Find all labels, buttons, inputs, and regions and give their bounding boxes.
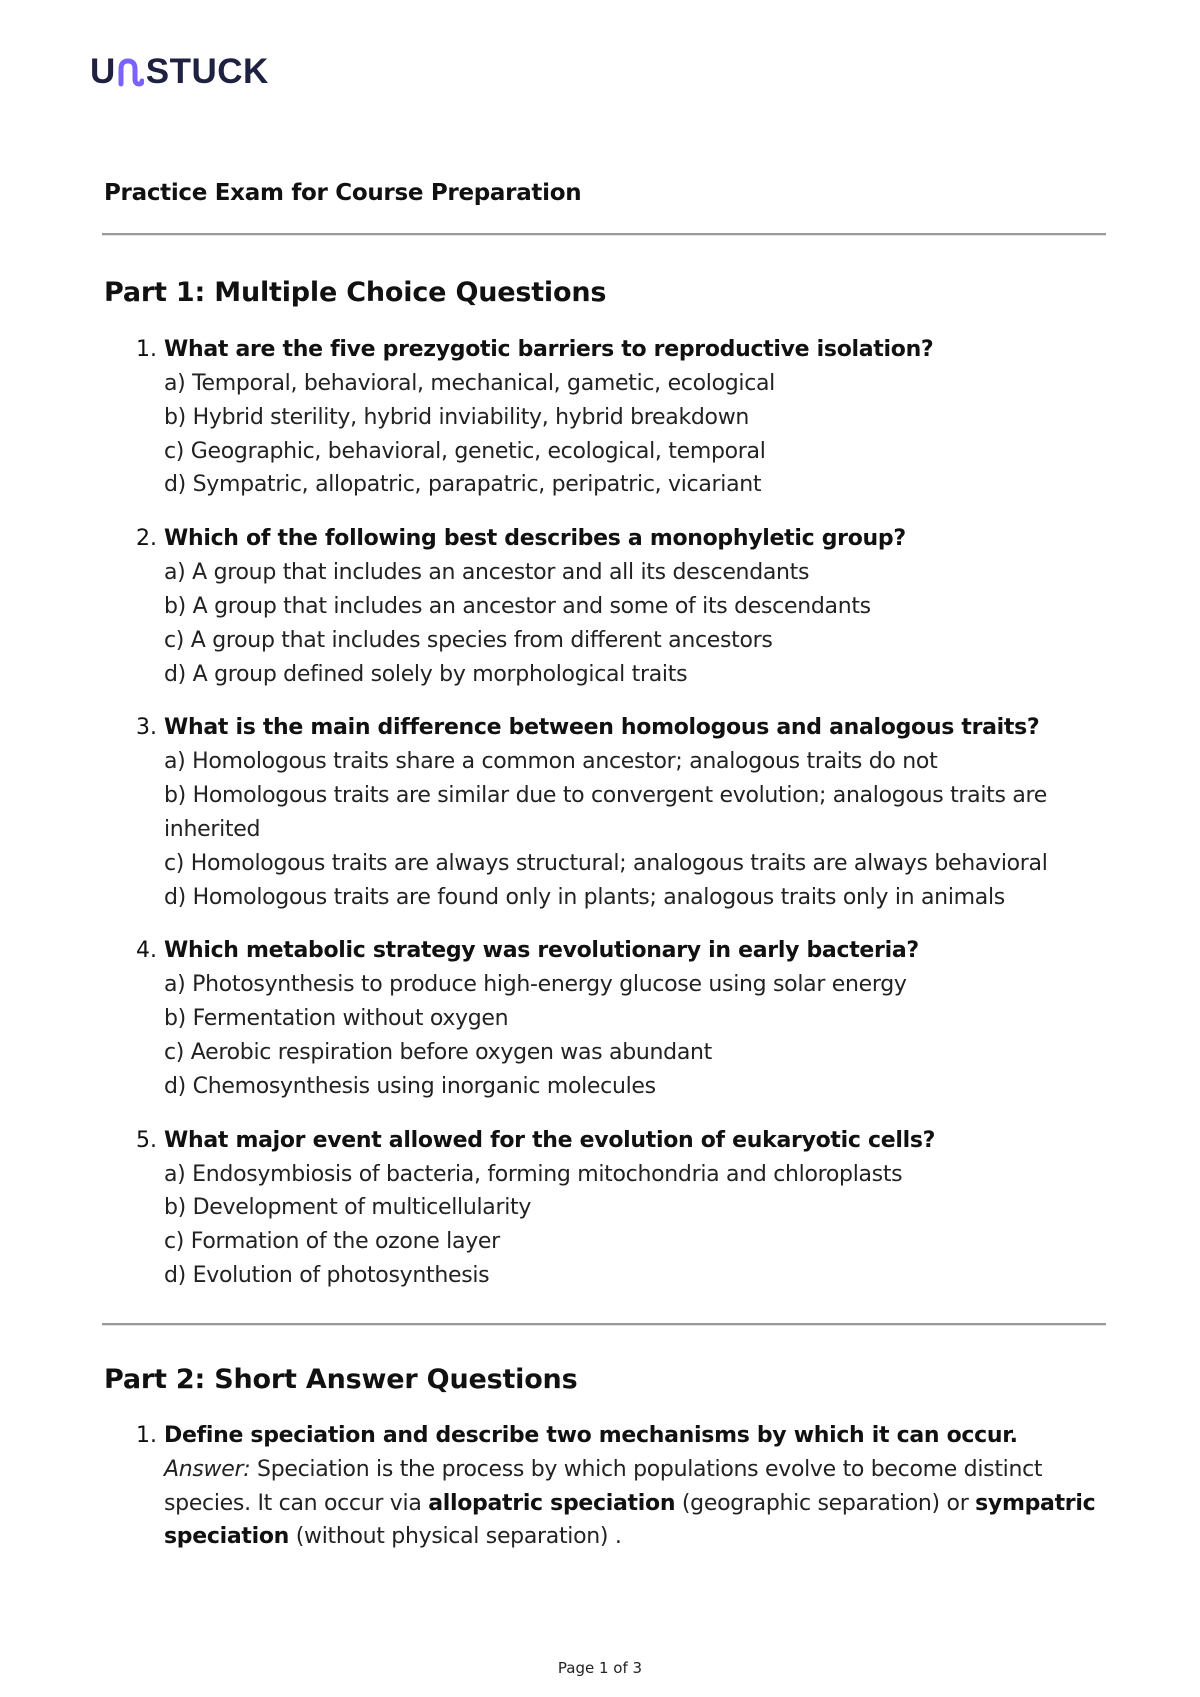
- question-number: 1.: [136, 337, 157, 362]
- answer-option: a) Photosynthesis to produce high-energy glucose using solar energy: [164, 972, 907, 998]
- answer-label: Answer:: [164, 1457, 251, 1482]
- question-text: What major event allowed for the evolution of eukaryotic cells?: [164, 1127, 936, 1153]
- part2-heading: Part 2: Short Answer Questions: [104, 1364, 578, 1395]
- document-title: Practice Exam for Course Preparation: [104, 180, 582, 206]
- question-number: 4.: [136, 938, 157, 964]
- logo-suffix: STUCK: [145, 52, 269, 91]
- question-number: 5.: [136, 1127, 157, 1153]
- answer-option: a) Temporal, behavioral, mechanical, gametic, ecological: [164, 371, 775, 396]
- short-answer-question: [104, 1419, 1104, 1554]
- answer-option: b) Homologous traits are similar due to convergent evolution; analogous traits are inherited: [164, 783, 1048, 842]
- answer-option: c) Formation of the ozone layer: [164, 1229, 500, 1255]
- logo-mark-icon: [118, 57, 144, 87]
- answer-option: c) A group that includes species from different ancestors: [164, 627, 773, 653]
- answer-option: c) Geographic, behavioral, genetic, ecological, temporal: [164, 438, 766, 464]
- mc-question: [104, 711, 1104, 914]
- question-number: 3.: [136, 715, 157, 741]
- answer-text: Answer: Speciation is the process by which populations evolve to become distinct species. It can occur via allopatric speciation (geographic separation) or sympatric speciation (without physical separation) .: [164, 1457, 1096, 1549]
- divider: [102, 1323, 1106, 1326]
- answer-option: a) Endosymbiosis of bacteria, forming mitochondria and chloroplasts: [164, 1161, 903, 1187]
- answer-option: b) A group that includes an ancestor and some of its descendants: [164, 593, 871, 619]
- mc-question: [104, 333, 1104, 502]
- divider: [102, 233, 1106, 236]
- term-sympatric: sympatric speciation: [164, 1490, 1096, 1549]
- mc-question: [104, 1124, 1104, 1293]
- mc-question: [104, 522, 1104, 691]
- part1-heading: Part 1: Multiple Choice Questions: [104, 277, 607, 308]
- answer-option: c) Aerobic respiration before oxygen was abundant: [164, 1039, 712, 1065]
- answer-option: b) Hybrid sterility, hybrid inviability, hybrid breakdown: [164, 404, 750, 430]
- question-text: Which of the following best describes a monophyletic group?: [164, 526, 906, 552]
- multiple-choice-list: [104, 333, 1104, 1313]
- answer-option: a) A group that includes an ancestor and all its descendants: [164, 560, 810, 586]
- question-text: What are the five prezygotic barriers to reproductive isolation?: [164, 337, 934, 362]
- short-answer-list: [104, 1419, 1104, 1554]
- question-number: 2.: [136, 526, 157, 552]
- answer-option: d) A group defined solely by morphological traits: [164, 661, 688, 687]
- answer-option: d) Sympatric, allopatric, parapatric, peripatric, vicariant: [164, 472, 762, 498]
- answer-option: b) Fermentation without oxygen: [164, 1006, 509, 1032]
- question-text: Define speciation and describe two mechanisms by which it can occur.: [164, 1423, 1018, 1448]
- page-number: Page 1 of 3: [557, 1659, 643, 1677]
- question-text: What is the main difference between homologous and analogous traits?: [164, 715, 1040, 741]
- answer-option: c) Homologous traits are always structural; analogous traits are always behavioral: [164, 850, 1048, 876]
- logo-prefix: U: [90, 52, 116, 91]
- answer-option: d) Chemosynthesis using inorganic molecules: [164, 1073, 656, 1099]
- brand-logo: [90, 52, 269, 92]
- question-text: Which metabolic strategy was revolutionary in early bacteria?: [164, 938, 919, 964]
- answer-option: b) Development of multicellularity: [164, 1195, 532, 1221]
- mc-question: [104, 934, 1104, 1103]
- term-allopatric: allopatric speciation: [428, 1490, 676, 1516]
- answer-option: a) Homologous traits share a common ancestor; analogous traits do not: [164, 749, 938, 775]
- answer-option: d) Evolution of photosynthesis: [164, 1262, 490, 1288]
- question-number: 1.: [136, 1423, 157, 1448]
- answer-option: d) Homologous traits are found only in plants; analogous traits only in animals: [164, 884, 1005, 910]
